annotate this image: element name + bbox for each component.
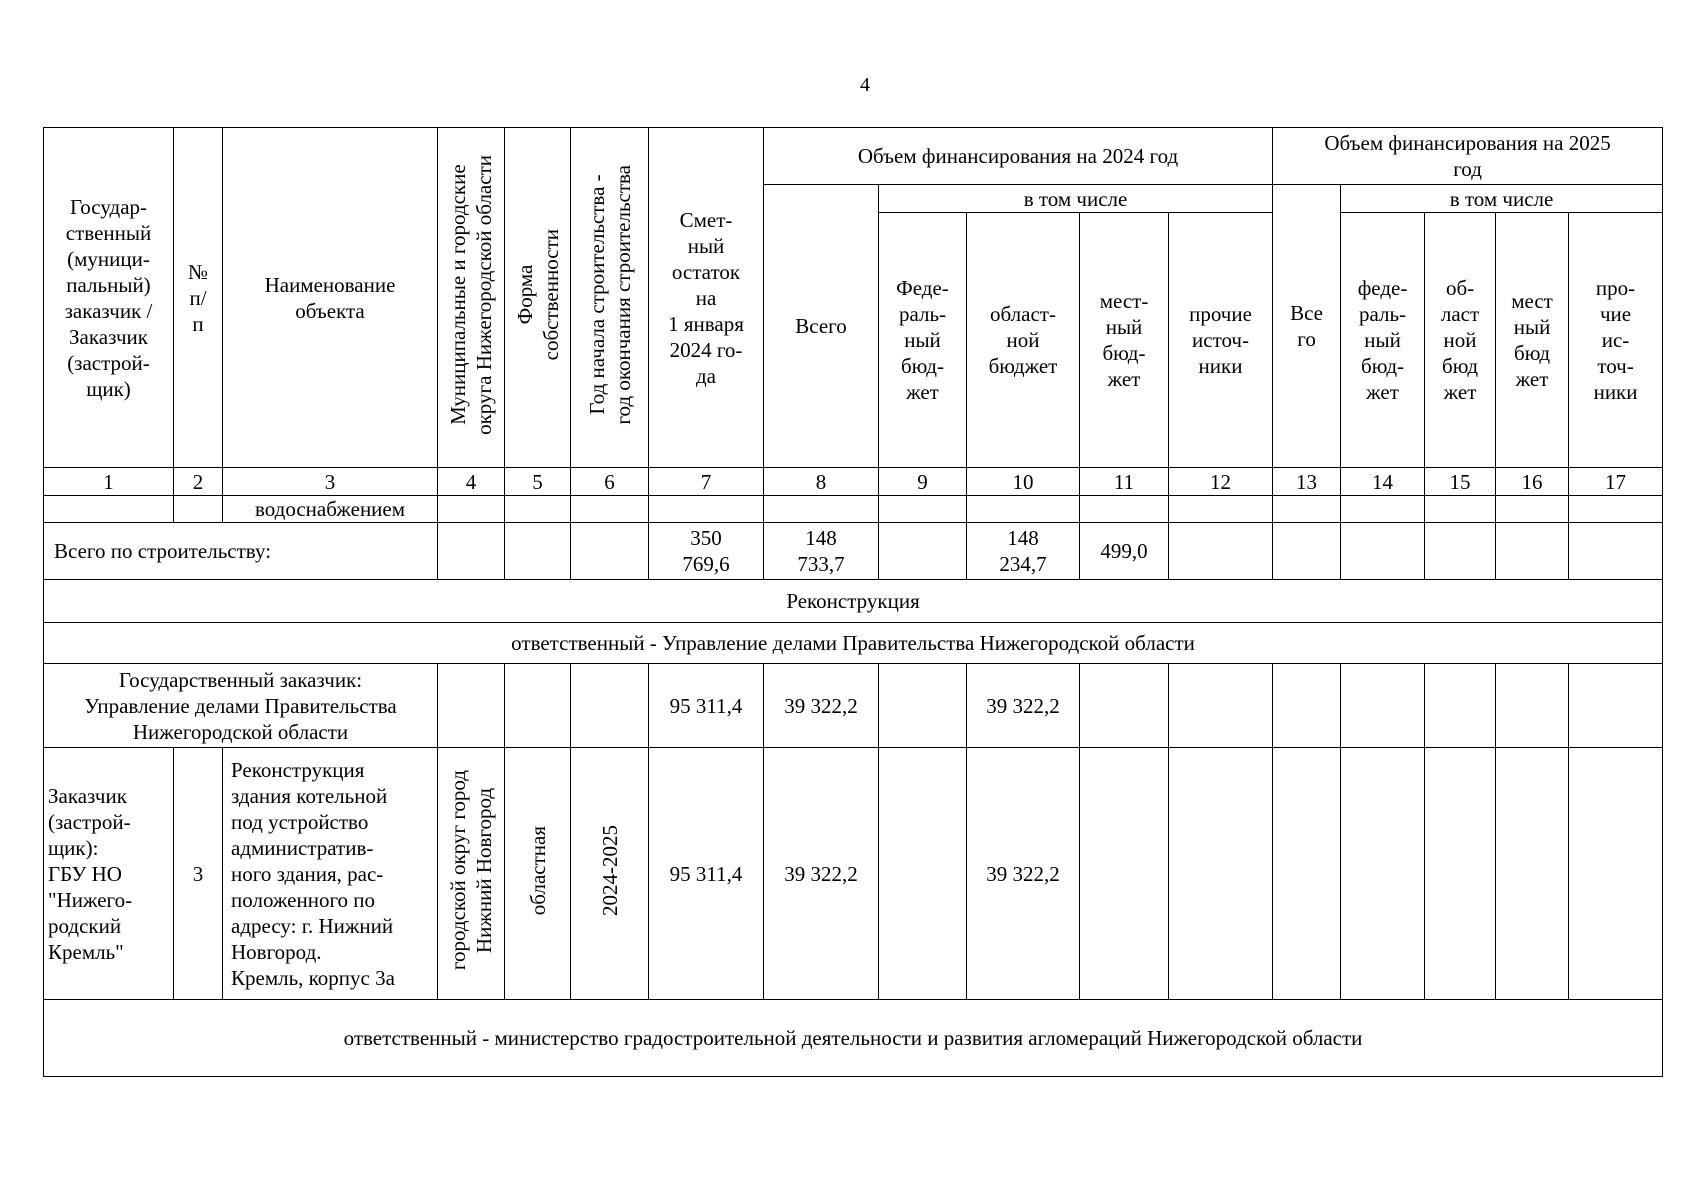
empty-cell bbox=[1425, 523, 1496, 580]
empty-cell bbox=[438, 523, 505, 580]
total-local-2024: 499,0 bbox=[1080, 523, 1169, 580]
total-all-2024: 148 733,7 bbox=[764, 523, 879, 580]
empty-cell bbox=[505, 496, 571, 523]
empty-cell bbox=[1080, 496, 1169, 523]
empty-cell bbox=[1169, 523, 1273, 580]
item-regional-2024: 39 322,2 bbox=[967, 748, 1080, 1000]
header-local-2025: мест ный бюд жет bbox=[1496, 213, 1569, 468]
empty-cell bbox=[1169, 664, 1273, 748]
item-ownership: областная bbox=[505, 748, 571, 1000]
column-number: 17 bbox=[1569, 468, 1663, 496]
header-number: № п/ п bbox=[174, 128, 223, 468]
column-number: 13 bbox=[1273, 468, 1341, 496]
gov-regional-2024: 39 322,2 bbox=[967, 664, 1080, 748]
header-financing-2025: Объем финансирования на 2025 год bbox=[1273, 128, 1663, 185]
empty-cell bbox=[1496, 523, 1569, 580]
header-federal-2025: феде- раль- ный бюд- жет bbox=[1341, 213, 1425, 468]
gov-customer-row bbox=[44, 664, 1663, 748]
column-number: 12 bbox=[1169, 468, 1273, 496]
column-number: 9 bbox=[879, 468, 967, 496]
empty-cell bbox=[438, 496, 505, 523]
column-number: 15 bbox=[1425, 468, 1496, 496]
item-customer: Заказчик (застрой- щик): ГБУ НО "Нижего- родский Кремль" bbox=[44, 748, 174, 1000]
continuation-row bbox=[44, 496, 1663, 523]
header-total-2024: Всего bbox=[764, 185, 879, 468]
empty-cell bbox=[571, 496, 649, 523]
total-row bbox=[44, 523, 1663, 580]
header-local-2024: мест- ный бюд- жет bbox=[1080, 213, 1169, 468]
empty-cell bbox=[1569, 496, 1663, 523]
page-number: 4 bbox=[860, 74, 870, 96]
empty-cell bbox=[967, 496, 1080, 523]
empty-cell bbox=[1425, 748, 1496, 1000]
empty-cell bbox=[1169, 496, 1273, 523]
continuation-object-name: водоснабжением bbox=[223, 496, 438, 523]
object-row bbox=[44, 748, 1663, 1000]
empty-cell bbox=[571, 523, 649, 580]
total-estimate: 350 769,6 bbox=[649, 523, 764, 580]
empty-cell bbox=[879, 664, 967, 748]
header-total-2025: Все го bbox=[1273, 185, 1341, 468]
header-regional-2024: област- ной бюджет bbox=[967, 213, 1080, 468]
header-federal-2024: Феде- раль- ный бюд- жет bbox=[879, 213, 967, 468]
header-other-2024: прочие источ- ники bbox=[1169, 213, 1273, 468]
item-total-2024: 39 322,2 bbox=[764, 748, 879, 1000]
empty-cell bbox=[1425, 664, 1496, 748]
financing-table bbox=[43, 127, 1663, 1077]
header-customer: Государ- ственный (муници- пальный) заказчик / Заказчик (застрой- щик) bbox=[44, 128, 174, 468]
empty-cell bbox=[1496, 664, 1569, 748]
header-years: Год начала строительства - год окончания строительства bbox=[571, 128, 649, 468]
empty-cell bbox=[1273, 748, 1341, 1000]
empty-cell bbox=[44, 496, 174, 523]
header-including-2024: в том числе bbox=[879, 185, 1273, 213]
item-object-name: Реконструкция здания котельной под устройство административ- ного здания, рас- положенного по адресу: г. Нижний Новгород. Кремль, корпус 3а bbox=[223, 748, 438, 1000]
gov-total-2024: 39 322,2 bbox=[764, 664, 879, 748]
empty-cell bbox=[764, 496, 879, 523]
empty-cell bbox=[649, 496, 764, 523]
empty-cell bbox=[1080, 748, 1169, 1000]
empty-cell bbox=[505, 523, 571, 580]
empty-cell bbox=[1273, 523, 1341, 580]
empty-cell bbox=[571, 664, 649, 748]
header-including-2025: в том числе bbox=[1341, 185, 1663, 213]
item-estimate: 95 311,4 bbox=[649, 748, 764, 1000]
header-regional-2025: об- ласт ной бюд жет bbox=[1425, 213, 1496, 468]
empty-cell bbox=[1569, 664, 1663, 748]
empty-cell bbox=[1496, 496, 1569, 523]
empty-cell bbox=[1341, 523, 1425, 580]
empty-cell bbox=[879, 748, 967, 1000]
empty-cell bbox=[1425, 496, 1496, 523]
column-numbers-row bbox=[44, 468, 1663, 496]
responsible-1: ответственный - Управление делами Правительства Нижегородской области bbox=[44, 623, 1663, 664]
empty-cell bbox=[505, 664, 571, 748]
column-number: 10 bbox=[967, 468, 1080, 496]
item-years: 2024-2025 bbox=[571, 748, 649, 1000]
empty-cell bbox=[174, 496, 223, 523]
column-number: 16 bbox=[1496, 468, 1569, 496]
column-number: 1 bbox=[44, 468, 174, 496]
total-regional-2024: 148 234,7 bbox=[967, 523, 1080, 580]
empty-cell bbox=[879, 523, 967, 580]
column-number: 5 bbox=[505, 468, 571, 496]
empty-cell bbox=[1169, 748, 1273, 1000]
empty-cell bbox=[1273, 496, 1341, 523]
header-ownership: Форма собственности bbox=[505, 128, 571, 468]
column-number: 3 bbox=[223, 468, 438, 496]
empty-cell bbox=[879, 496, 967, 523]
responsible-row-2 bbox=[44, 1000, 1663, 1077]
column-number: 4 bbox=[438, 468, 505, 496]
empty-cell bbox=[1341, 664, 1425, 748]
header-estimate: Смет- ный остаток на 1 января 2024 го- да bbox=[649, 128, 764, 468]
total-label: Всего по строительству: bbox=[44, 523, 438, 580]
header-municipal: Муниципальные и городские округа Нижегородской области bbox=[438, 128, 505, 468]
header-object-name: Наименование объекта bbox=[223, 128, 438, 468]
item-number: 3 bbox=[174, 748, 223, 1000]
column-number: 11 bbox=[1080, 468, 1169, 496]
empty-cell bbox=[1080, 664, 1169, 748]
gov-customer: Государственный заказчик: Управление делами Правительства Нижегородской области bbox=[44, 664, 438, 748]
item-municipal: городской округ город Нижний Новгород bbox=[438, 748, 505, 1000]
empty-cell bbox=[1569, 748, 1663, 1000]
section-row bbox=[44, 580, 1663, 623]
empty-cell bbox=[1273, 664, 1341, 748]
column-number: 2 bbox=[174, 468, 223, 496]
gov-estimate: 95 311,4 bbox=[649, 664, 764, 748]
empty-cell bbox=[1341, 496, 1425, 523]
empty-cell bbox=[1569, 523, 1663, 580]
responsible-2: ответственный - министерство градостроительной деятельности и развития агломераций Нижегородской области bbox=[44, 1000, 1663, 1077]
column-number: 7 bbox=[649, 468, 764, 496]
header-financing-2024: Объем финансирования на 2024 год bbox=[764, 128, 1273, 185]
section-title: Реконструкция bbox=[44, 580, 1663, 623]
responsible-row-1 bbox=[44, 623, 1663, 664]
header-row-1 bbox=[44, 128, 1663, 185]
empty-cell bbox=[1496, 748, 1569, 1000]
column-number: 6 bbox=[571, 468, 649, 496]
empty-cell bbox=[1341, 748, 1425, 1000]
column-number: 14 bbox=[1341, 468, 1425, 496]
empty-cell bbox=[438, 664, 505, 748]
header-other-2025: про- чие ис- точ- ники bbox=[1569, 213, 1663, 468]
column-number: 8 bbox=[764, 468, 879, 496]
